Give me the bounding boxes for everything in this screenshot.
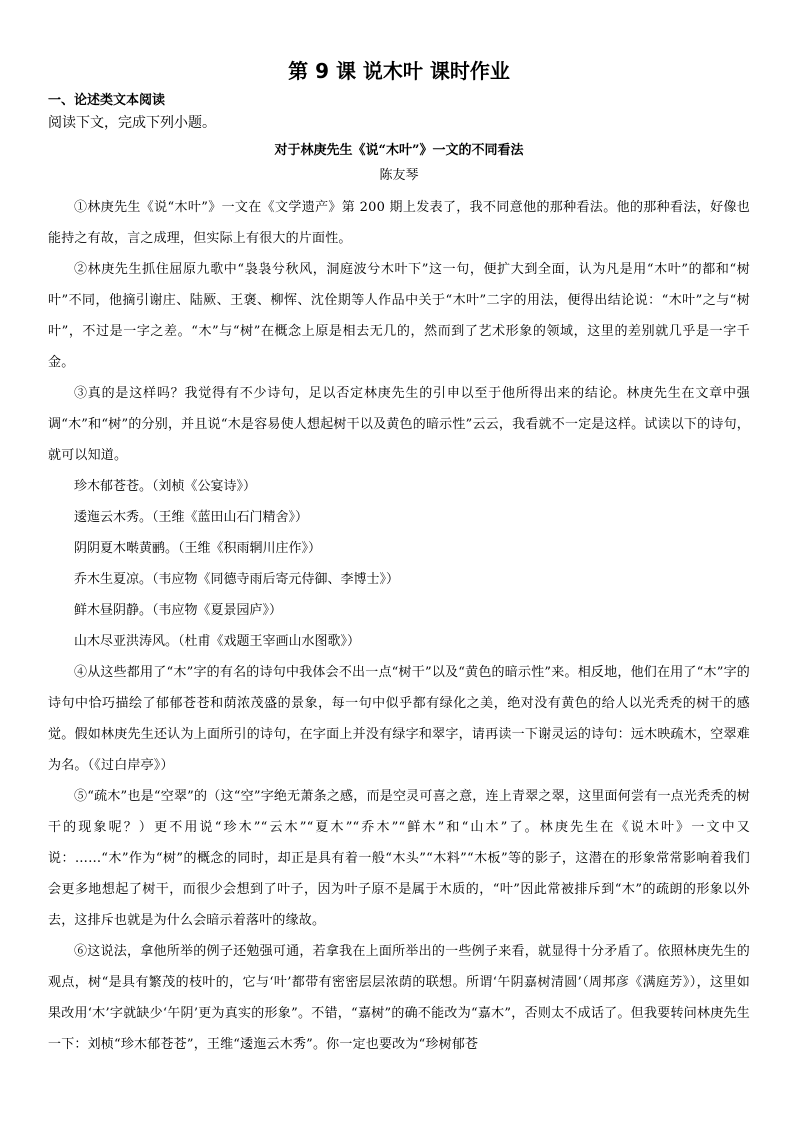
- section-heading: 一、论述类文本阅读: [48, 93, 166, 108]
- poem-line: 珍木郁苍苍。（刘桢《公宴诗》）: [74, 479, 257, 494]
- poem-line: 山木尽亚洪涛风。（杜甫《戏题王宰画山水图歌》）: [74, 634, 361, 649]
- article-author: 陈友琴: [379, 168, 419, 183]
- poem-line: 鲜木昼阴静。（韦应物《夏景园庐》）: [74, 603, 283, 618]
- poem-line: 乔木生夏凉。（韦应物《同德寺雨后寄元侍御、李博士》）: [74, 572, 400, 587]
- paragraph-2: ②林庚先生抓住屈原九歌中“袅袅兮秋风，洞庭波兮木叶下”这一句，便扩大到全面，认为凡是用“木叶”的都和“树叶”不同，他摘引谢庄、陆厥、王褒、柳恽、沈佺期等人作品中关于“木叶”二字的用法，便得出结论说：“木叶”之与“树叶”，不过是一字之差。“木”与“树”在概念上原是相去无几的，然而到了艺术形象的领域，这里的差别就几乎是一字千金。: [48, 262, 750, 370]
- reading-instruction: 阅读下文，完成下列小题。: [48, 115, 216, 131]
- poem-line: 阴阴夏木啭黄鹂。（王维《积雨辋川庄作》）: [74, 541, 322, 556]
- article-title: 对于林庚先生《说“木叶”》一文的不同看法: [274, 143, 524, 158]
- paragraph-1: ①林庚先生《说“木叶”》一文在《文学遗产》第 200 期上发表了，我不同意他的那种看法。他的那种看法，好像也能持之有故，言之成理，但实际上有很大的片面性。: [48, 200, 750, 246]
- page-title: 第 9 课 说木叶 课时作业: [288, 59, 510, 83]
- paragraph-3: ③真的是这样吗？我觉得有不少诗句，足以否定林庚先生的引申以至于他所得出来的结论。林庚先生在文章中强调“木”和“树”的分别，并且说“木是容易使人想起树干以及黄色的暗示性”云云，我看就不一定是这样。试读以下的诗句，就可以知道。: [48, 386, 750, 463]
- paragraph-6: ⑥这说法，拿他所举的例子还勉强可通，若拿我在上面所举出的一些例子来看，就显得十分矛盾了。依照林庚先生的观点，树“是具有繁茂的枝叶的，它与‘叶’都带有密密层层浓荫的联想。所谓‘午阴嘉树清圆’（周邦彦《满庭芳》），这里如果改用‘木’字就缺少‘午阴’更为真实的形象”。不错，“嘉树”的确不能改为“嘉木”，否则太不成话了。但我要转问林庚先生一下：刘桢“珍木郁苍苍”，王维“逶迤云木秀”。你一定也要改为“珍树郁苍: [48, 944, 750, 1052]
- poem-line: 逶迤云木秀。（王维《蓝田山石门精舍》）: [74, 510, 309, 525]
- paragraph-4: ④从这些都用了“木”字的有名的诗句中我体会不出一点“树干”以及“黄色的暗示性”来。相反地，他们在用了“木”字的诗句中恰巧描绘了郁郁苍苍和荫浓茂盛的景象，每一句中似乎都有绿化之美，绝对没有黄色的给人以光秃秃的树干的感觉。假如林庚先生还认为上面所引的诗句，在字面上并没有绿字和翠字，请再读一下谢灵运的诗句：远木映疏木，空翠难为名。（《过白岸亭》）: [48, 665, 750, 773]
- paragraph-5: ⑤“疏木”也是“空翠”的（这“空”字绝无萧条之感，而是空灵可喜之意，连上青翠之翠，这里面何尝有一点光秃秃的树干的现象呢？）更不用说“珍木”“云木”“夏木”“乔木”“鲜木”和“山木”了。林庚先生在《说木叶》一文中又说：……“木”作为“树”的概念的同时，却正是具有着一般“木头”“木料”“木板”等的影子，这潜在的形象常常影响着我们会更多地想起了树干，而很少会想到了叶子，因为叶子原不是属于木质的，“叶”因此常被排斥到“木”的疏朗的形象以外去，这排斥也就是为什么会暗示着落叶的缘故。: [48, 789, 750, 928]
